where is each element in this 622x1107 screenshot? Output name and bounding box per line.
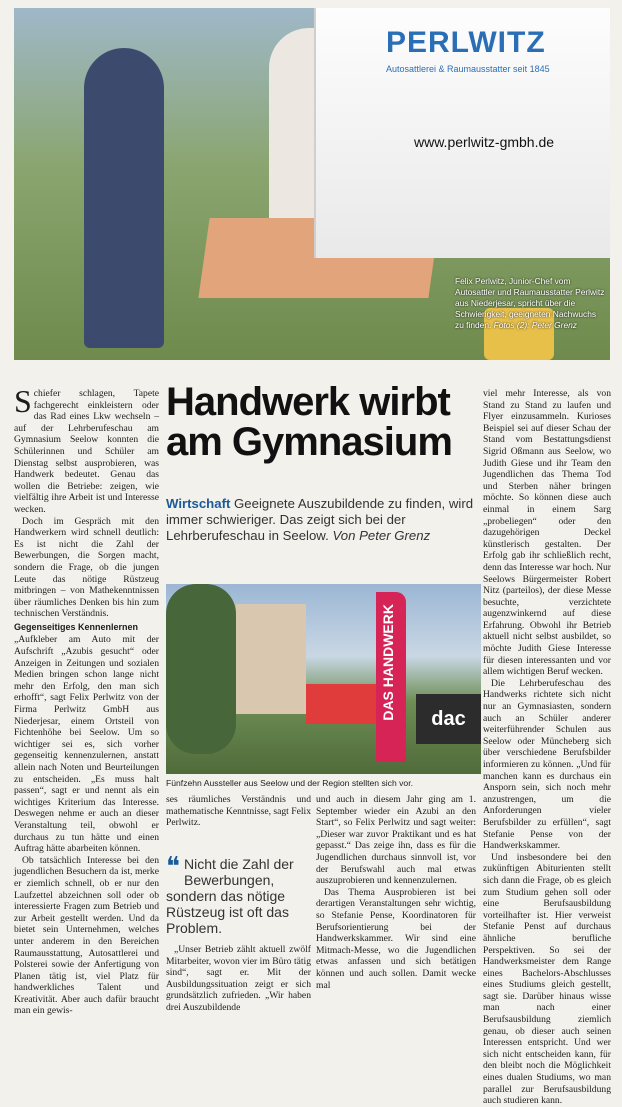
paragraph: viel mehr Interesse, als von Stand zu Stand zu laufen und Flyer einzusammeln. Kurioses Beispiel sei auf dieser Schau der Stand vom Bestattungsdienst Sigrid Oßmann aus Seelow, wo Judith Giese und ihr Team den Jugendlichen das Thema Tod und Sterben näher bringen möchte. So können diese auch einmal in einem Sarg „probeliegen“ oder den dazugehörigen Deckel künstlerisch gestalten. Der Erfolg gab ihr schließlich recht, denn das Interesse war hoch. Nur Seelows Bürgermeister Robert Nitz (parteilos), der diese Messe besuchte, verzichtete augenzwinkernd auf diese Erfahrung. Obwohl ihr Betrieb aktuell nicht selbst ausbildet, so möchte Judith Giese Interesse für diesen interessanten und vor allem wichtigen Beruf wecken. [483,388,611,678]
article-column-2-bottom [166,944,311,1014]
quote-mark-icon: ❝ [166,852,180,881]
photo-building [236,604,306,714]
photo-sign: dac [416,694,481,744]
headline: Handwerk wirbt am Gymnasium [166,380,452,464]
trailer-url: www.perlwitz-gmbh.de [414,134,555,150]
teaser-text: Geeignete Auszubildende zu finden, wird immer schwieriger. Das zeigt sich bei der Lehrberufeschau in Seelow. [166,496,474,543]
article-column-4 [483,388,611,1107]
photo-flag [376,592,406,762]
article-column-3 [316,794,476,991]
paragraph: und auch in diesem Jahr ging am 1. September wieder ein Azubi an den Start“, so Felix Perlwitz und sagt weiter: „Dieser war zuvor Praktikant und es hat gepasst.“ Das zeige ihn, dass es für die Jugendlichen durchaus sinnvoll ist, vor der Berufswahl auch mal etwas auszuprobieren und kennenzulernen. [316,794,476,887]
article-column-1 [14,383,159,1017]
photo-trailer [314,8,610,258]
middle-photo [166,584,481,774]
photo-credit: Fotos (2): Peter Grenz [493,320,577,330]
teaser [166,496,478,544]
middle-photo-caption: Fünfzehn Aussteller aus Seelow und der Region stellten sich vor. [166,778,413,788]
caption-text: Felix Perlwitz, Junior-Chef vom Autosattler und Raumausstatter Perlwitz aus Niederjesar, spricht über die Schwierigkeit, geeigneten Nachwuchs zu finden. [455,276,605,330]
article-column-2 [166,794,311,829]
paragraph: ses räumliches Verständnis und mathematische Kenntnisse, sagt Felix Perlwitz. [166,794,311,829]
paragraph: Und insbesondere bei den zukünftigen Abiturienten stellt sich dann die Frage, ob es gleich zum Studium gehen soll oder eine Berufsausbildung vorteilhafter ist. Hier verweist Stefanie Penst auf durchaus ähnliche berufliche Perspektiven. So sei der Handwerksmeister dem Range eines Bachelors-Abschlusses eines Studiums gleich gestellt, sagt sie. Darüber hinaus wisse man nach einer Berufsausbildung ziemlich genau, ob dieser auch seinen Interessen entspricht. Und wer sich nicht entscheiden kann, für den bleibt noch die Möglichkeit eines dualen Studiums, wo man parallel zur Berufsausbildung auch studieren kann. [483,851,611,1107]
paragraph: Ob tatsächlich Interesse bei den jugendlichen Besuchern da ist, merke er ziemlich schnell, ob er nur den Laufzettel abzeichnen soll oder ob interessierte Fragen zum Betrieb und zur Arbeit gestellt werden. Und da bietet sein Unternehmen, welches unter anderem in den Bereichen Raumausstattung, Autosattlerei und Polsterei sowie der Anfertigung von Planen tätig ist, viel Platz für handwerkliches Talent und Kreativität. Aber auch dafür braucht man ein gewis- [14,854,159,1017]
drop-cap: S [14,383,32,419]
paragraph-text: chiefer schlagen, Tapete fachgerecht einkleistern oder das Rad eines Lkw wechseln – auf der Lehrberufeschau am Gymnasium Seelow konnten die Schülerinnen und Schüler am Dienstag selbst ausprobieren, was Handwerk bedeutet. Genau das wollen die Betriebe: zeigen, wie vielfältig ihre Arbeit ist und Interesse wecken. [14,388,159,515]
trailer-brand-sub: Autosattlerei & Raumausstatter seit 1845 [386,64,550,74]
subheading: Gegenseitiges Kennenlernen [14,621,139,632]
flag-text: DAS HANDWERK [380,604,396,721]
pull-quote [166,852,311,936]
top-photo-caption [455,276,605,331]
photo-person-woman [84,48,164,348]
paragraph: Doch im Gespräch mit den Handwerkern wird schnell deutlich: Es ist nicht die Zahl der Bewerbungen, die Sorgen macht, sondern die Frage, ob die jungen Leute das nötige Rüstzeug mitbringen – von Mathekenntnissen über räumliches Denken bis hin zum technischen Verständnis. [14,515,159,620]
kicker: Wirtschaft [166,496,231,511]
photo-tree [166,584,236,754]
trailer-brand: PERLWITZ [386,26,546,59]
paragraph: „Aufkleber am Auto mit der Aufschrift „Azubis gesucht“ oder Anzeigen in Zeitungen und sozialen Medien bringen schon lange nicht mehr den Erfolg, den man sich erhofft“, sagt Felix Perlwitz von der Firma Perlwitz GmbH aus Niederjesar, einem Ortsteil von Fichtenhöhe bei Seelow. Um so wichtiger sei es, sich vorher gegenseitig kennenzulernen, anstatt allein nach Noten und Beurteilungen zu entscheiden. „Es muss halt passen“, sagt er und nennt als ein wichtiges Kriterium das Interesse. Deswegen nehme er auch an dieser Veranstaltung teil, obwohl er durchaus zu tun hätte und einen Auftrag hätte abarbeiten können. [14,634,159,855]
author-line: Von Peter Grenz [332,528,431,543]
paragraph: Das Thema Ausprobieren ist bei derartigen Veranstaltungen sehr wichtig, so Stefanie Pense, Koordinatoren für Berufsorientierung bei der Handwerkskammer. Wir sind eine Mitmach-Messe, wo die Jugendlichen etwas anfassen und sich betätigen können und auch sollen. Damit wecke mal [316,886,476,991]
paragraph: Die Lehrberufeschau des Handwerks richtete sich nicht nur an Gymnasiasten, sondern auch an Schüler anderer weiterführender Schulen aus Seelow oder Müncheberg sich über verschiedene Berufsbilder informieren zu können. „Und für manchen kann es durchaus ein Ansporn sein, sich noch mehr anzustrengen, um die Anforderungen vieler Berufsbilder zu erfüllen“, sagt Stefanie Pense von der Handwerkskammer. [483,677,611,852]
paragraph: „Unser Betrieb zählt aktuell zwölf Mitarbeiter, wovon vier im Büro tätig sind“, sagt er. Mit der Ausbildungssituation zeigt er sich grundsätzlich zufrieden. „Wir haben drei Auszubildende [166,944,311,1013]
photo-tent [306,684,386,724]
paragraph [14,383,159,516]
quote-text: Nicht die Zahl der Bewerbungen, sondern das nötige Rüstzeug ist oft das Problem. [166,856,294,936]
